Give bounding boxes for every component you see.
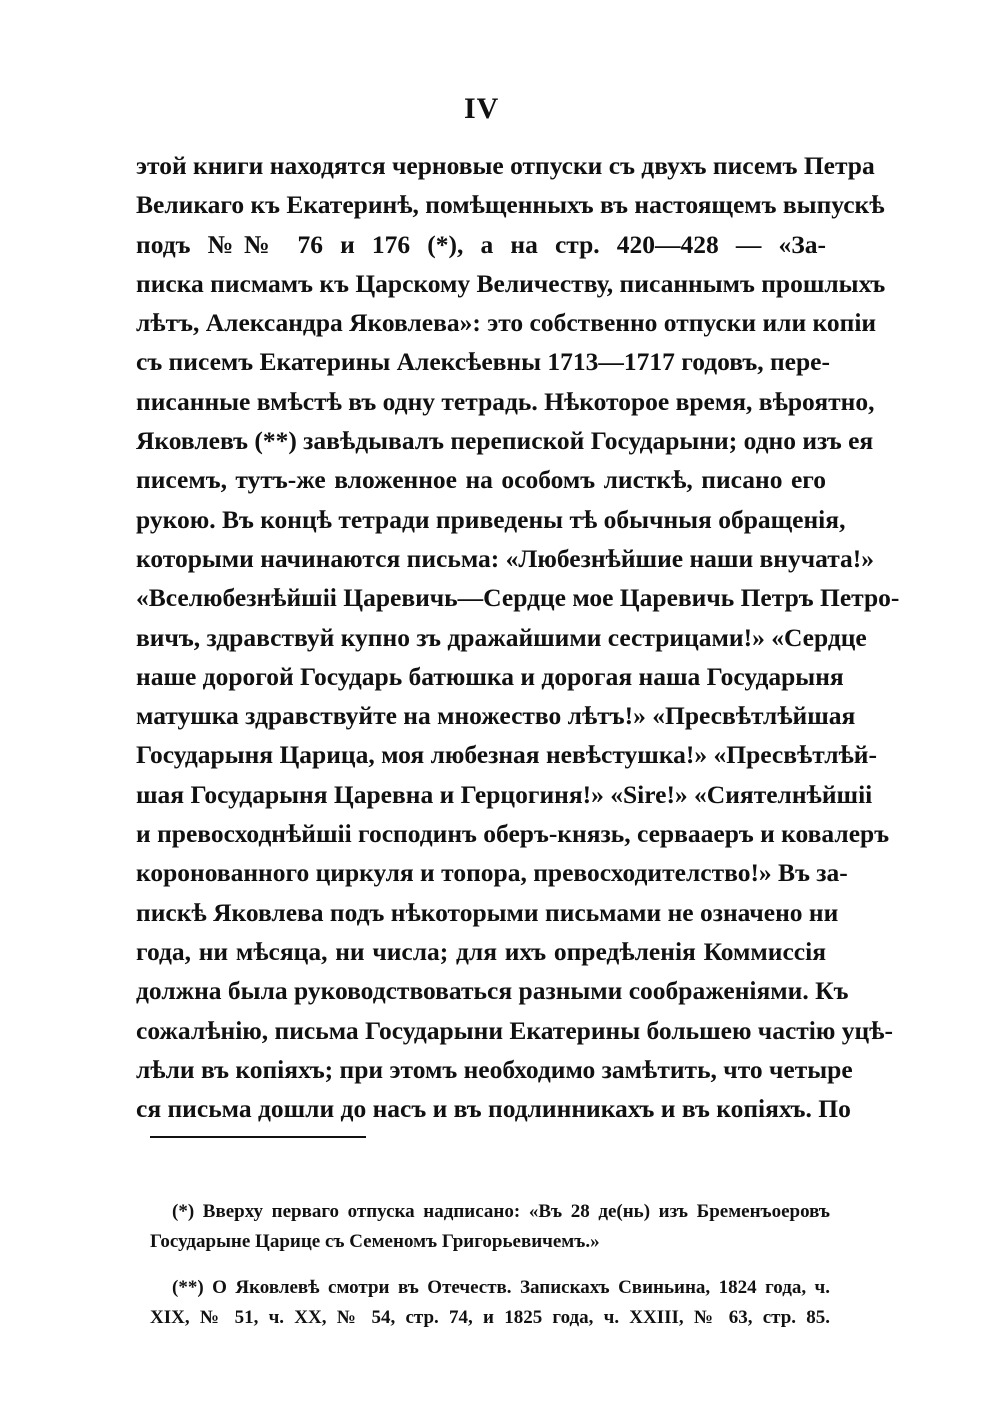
text-line: наше дорогой Государь батюшка и дорогая наша Государыня	[136, 661, 844, 691]
footnote-line: Государыне Царице съ Семеномъ Григорьевичемъ.»	[150, 1231, 600, 1252]
footnote-divider	[150, 1136, 366, 1138]
text-line: ся письма дошли до насъ и въ подлинникахъ и въ копіяхъ. По	[136, 1094, 851, 1124]
text-line: писка писмамъ къ Царскому Величеству, писаннымъ прошлыхъ	[136, 268, 886, 298]
text-line: этой книги находятся черновые отпуски съ двухъ писемъ Петра	[136, 151, 875, 180]
footnote-line: (**) О Яковлевѣ смотри въ Отечеств. Запискахъ Свиньина, 1824 года, ч.	[172, 1277, 830, 1298]
text-line: лѣтъ, Александра Яковлева»: это собственно отпуски или копіи	[136, 308, 877, 338]
text-line: матушка здравствуйте на множество лѣтъ!» «Пресвѣтлѣйшая	[136, 701, 856, 731]
text-line: шая Государыня Царевна и Герцогиня!» «Sire!» «Сиятелнѣйшiі	[136, 779, 873, 809]
footnote-line: (*) Вверху перваго отпуска надписано: «Въ 28 де(нь) изъ Бременъоеровъ	[172, 1201, 830, 1222]
text-line: сожалѣнію, письма Государыни Екатерины большею частію уцѣ-	[136, 1015, 893, 1045]
body-text	[136, 146, 900, 1128]
text-line: Великаго къ Екатеринѣ, помѣщенныхъ въ настоящемъ выпускѣ	[136, 190, 885, 220]
text-line: писанные вмѣстѣ въ одну тетрадь. Нѣкоторое время, вѣроятно,	[136, 386, 875, 416]
text-line: которыми начинаются письма: «Любезнѣйшие наши внучата!»	[136, 543, 875, 573]
footnotes	[150, 1197, 830, 1333]
text-line: «Вселюбезнѣйшiі Царевичь—Сердце мое Царевичь Петръ Петро-	[136, 583, 900, 613]
text-line: должна была руководствоваться разными соображеніями. Къ	[136, 976, 849, 1006]
text-line: Яковлевъ (**) завѣдывалъ перепиской Государыни; одно изъ ея	[136, 426, 874, 456]
text-line: года, ни мѣсяца, ни числа; для ихъ опредѣленія Коммиссія	[136, 936, 826, 966]
text-line: подъ №№ 76 и 176 (*), а на стр. 420—428 — «За-	[136, 229, 826, 259]
text-line: Государыня Царица, моя любезная невѣстушка!» «Пресвѣтлѣй-	[136, 740, 877, 770]
text-line: рукою. Въ концѣ тетради приведены тѣ обычныя обращенія,	[136, 504, 846, 534]
text-line: лѣли въ копіяхъ; при этомъ необходимо замѣтить, что четыре	[136, 1054, 853, 1084]
footnote-2	[150, 1273, 830, 1333]
text-line: писемъ, тутъ-же вложенное на особомъ листкѣ, писано его	[136, 465, 826, 495]
text-line: пискѣ Яковлева подъ нѣкоторыми письмами не означено ни	[136, 897, 839, 927]
footnote-line: XIX, № 51, ч. XX, № 54, стр. 74, и 1825 года, ч. XXIII, № 63, стр. 85.	[150, 1307, 830, 1328]
text-line: съ писемъ Екатерины Алексѣевны 1713—1717 годовъ, пере-	[136, 347, 830, 377]
footnote-1	[150, 1197, 830, 1257]
page-number: IV	[464, 92, 500, 125]
text-line: вичъ, здравствуй купно зъ дражайшими сестрицами!» «Сердце	[136, 622, 867, 652]
text-line: и превосходнѣйшiі господинъ оберъ-князь, сервааеръ и ковалеръ	[136, 819, 890, 849]
text-line: коронованного циркуля и топора, превосходителство!» Въ за-	[136, 858, 848, 888]
